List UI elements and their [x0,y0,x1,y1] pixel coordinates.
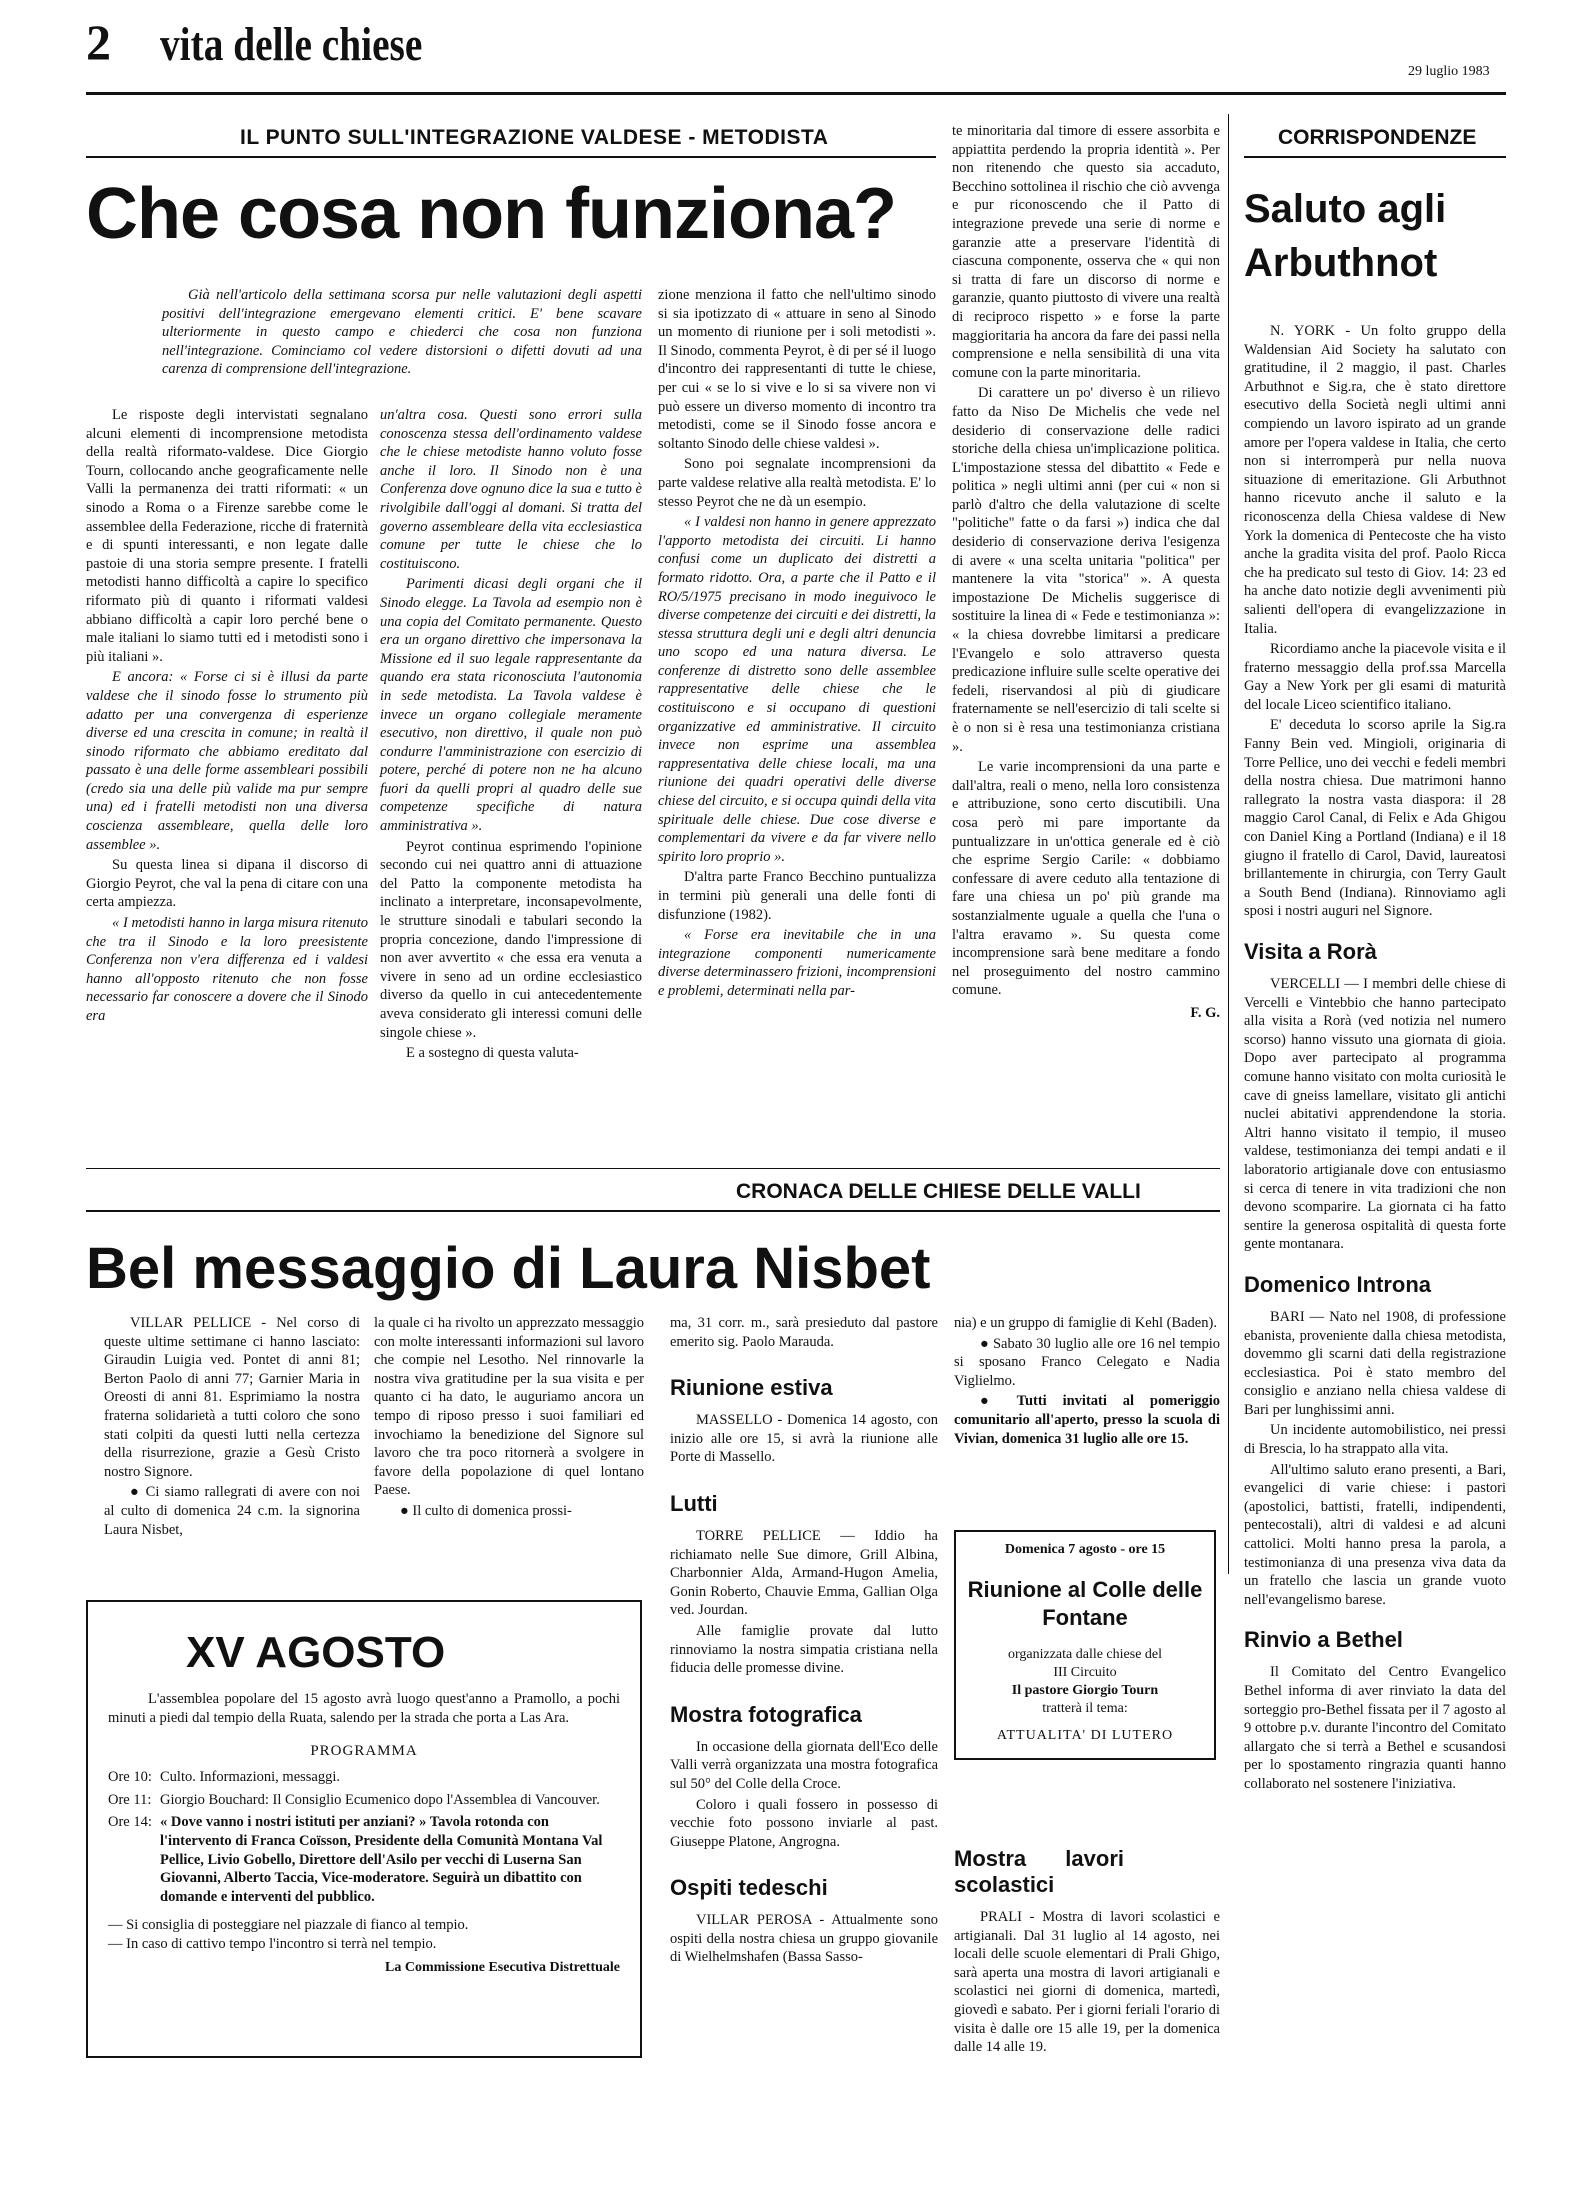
agosto-box [86,1600,642,2058]
paragraph: Sono poi segnalate incomprensioni da parte valdese relative alla realtà metodista. E' lo stesso Peyrot che ne dà un esempio. [658,456,936,510]
agosto-row-text: Culto. Informazioni, messaggi. [160,1769,341,1786]
lead-paragraph: Già nell'articolo della settimana scorsa pur nelle valutazioni degli aspetti positivi dell'integrazione emergevano elementi critici. E' bene scavare ulteriormente in questo campo e chiederci che cosa non funziona nell'integrazione. Cominciamo col vedere distorsioni o difetti dovuti ad una carenza di comprensione dell'integrazione. [162,287,642,378]
colle-line: Il pastore Giorgio Tourn [1011,1683,1159,1698]
colle-line: III Circuito [1053,1665,1117,1680]
paragraph: VERCELLI — I membri delle chiese di Vercelli e Vintebbio che hanno partecipato alla visita a Rorà (ved notizia nel numero scorso) hanno vissuto una giornata di gioia. Dopo aver partecipato al programma comune hanno visitato con molta curiosità le cave di gneiss lamellare, visitato gli antichi nuclei abitativi apprendendone la storia. Altri hanno visitato il tempio, il museo valdese, testimonianza dei tempi andati e il laboratorio artigianale dove con entusiasmo si cerca di tenere in vita tradizioni che non devono scomparire. La giornata ci ha fatto sentire la generosa ospitalità di questa forte gente montanara. [1244,976,1506,1253]
paragraph: D'altra parte Franco Becchino puntualizza in termini più generali una delle fonti di disfunzione (1982). [658,869,936,923]
article2-kicker-rule [86,1210,1220,1212]
agosto-row-text: Giorgio Bouchard: Il Consiglio Ecumenico dopo l'Assemblea di Vancouver. [160,1791,600,1808]
scolastici-title: Mostra lavori scolastici [954,1846,1124,1897]
agosto-note: — Si consiglia di posteggiare nel piazzale di fianco al tempio. [108,1917,469,1934]
paragraph: Le risposte degli intervistati segnalano alcuni elementi di incomprensione metodista della realtà riformato-valdese. Dice Giorgio Tourn, collocando anche geograficamente nelle Valli la permanenza dei tratti riformati: « un sinodo a Roma o a Firenze sarebbe come le assemblee della Federazione, ricche di fraternità e di spunti interessanti, e non legate dalle pastoie di una storia sempre presente. I fratelli metodisti hanno difficoltà a capire lo specifico riformato più di quanto i riformati valdesi abbiano difficoltà a capir loro perché bene o male italiani lo siamo tutti ed i metodisti sono i più italiani ». [86,407,368,665]
agosto-intro: L'assemblea popolare del 15 agosto avrà luogo quest'anno a Pramollo, a pochi minuti a piedi dal tempio della Ruata, salendo per la strada che porta a Las Ara. [108,1691,620,1726]
paragraph: nia) e un gruppo di famiglie di Kehl (Baden). [954,1315,1217,1331]
article1-kicker: IL PUNTO SULL'INTEGRAZIONE VALDESE - METODISTA [240,126,829,149]
agosto-programma: PROGRAMMA [310,1743,418,1760]
issue-date: 29 luglio 1983 [1408,64,1490,79]
page-number: 2 [86,14,111,70]
agosto-row-text: « Dove vanno i nostri istituti per anziani? » Tavola rotonda con l'intervento di Franca Coïsson, Presidente della Comunità Montana Val Pellice, Livio Gobello, Direttore dell'Asilo per vecchi di Luserna San Giovanni, Alberto Taccia, Vice-moderatore. Seguirà un dibattito con domande e interventi del pubblico. [160,1814,603,1905]
article1-col1 [86,406,368,1028]
agosto-row [108,1813,620,1906]
rora-title: Visita a Rorà [1244,939,1377,964]
agosto-title: XV AGOSTO [186,1628,446,1677]
article2-col2 [374,1314,644,1523]
paragraph: un'altra cosa. Questi sono errori sulla conoscenza stessa dell'ordinamento valdese che le chiese metodiste hanno voluto fosse anche il loro. Il Sinodo non è una Conferenza dove ognuno dice la sua e tutto è rivolgibile dall'oggi al domani. Si tratta del governo assembleare della vita ecclesiastica comune per tutte le chiese che lo costituiscono. [380,407,642,572]
paragraph: Le varie incomprensioni da una parte e dall'altra, reali o meno, nella loro consistenza e attribuzione, sono certo discutibili. Una cosa però mi pare importante da puntualizzare in un'ottica generale ed è ciò che esprime Sergio Carile: « dobbiamo confessare di avere ceduto alla tentazione di fare una chiesa un po' più grande ma sostanzialmente uguale a quella che l'una o l'altra eravamo ». Su questa come incomprensione sarà bene meditare a fondo nel proseguimento del nostro cammino comune. [952,759,1220,999]
introna-title: Domenico Introna [1244,1271,1432,1297]
agosto-row-time: Ore 11: [108,1791,152,1808]
article2-headline: Bel messaggio di Laura Nisbet [86,1236,931,1301]
paragraph: « I metodisti hanno in larga misura ritenuto che tra il Sinodo e la loro preesistente Conferenza non v'era differenza ed i valdesi hanno all'opposto ritenuto che non fosse necessario far conoscere a dovere che il Sinodo era [86,915,368,1024]
agosto-row-time: Ore 14: [108,1814,152,1831]
paragraph: ● Il culto di domenica prossi- [400,1502,572,1519]
section-title: vita delle chiese [160,18,423,71]
colle-line: organizzata dalle chiese del [1007,1647,1163,1662]
mostra-title: Mostra fotografica [670,1701,862,1727]
colle-title: Riunione al Colle delle Fontane [967,1577,1203,1630]
article2-col1 [104,1314,360,1541]
agosto-note: — In caso di cattivo tempo l'incontro si terrà nel tempio. [108,1935,437,1952]
article1-col4 [952,122,1220,1023]
article1-lead [162,286,642,381]
article1-col2 [380,406,642,1065]
agosto-row-time: Ore 10: [108,1769,152,1786]
paragraph: All'ultimo saluto erano presenti, a Bari, evangelici di varie chiese: i pastori (apostolici, battisti, fratelli, indipendenti, pentecostali), altri di valdesi e ad alcuni cattolici. Molti hanno presa la parola, a testimonianza di una presenza viva data da un fratello che lascia un grande vuoto nell'evangelismo barese. [1244,1461,1506,1608]
article1-col3 [658,286,936,1003]
paragraph: « I valdesi non hanno in genere apprezzato l'apporto metodista dei circuiti. Li hanno confusi come un duplicato dei distretti a formato ridotto. Ora, a parte che il Patto e il RO/5/1975 precisano in modo ineguivoco le diverse competenze dei circuiti e dei distretti, la stessa struttura degli uni e degli altri denuncia uno scopo ed una natura diversa. Le conferenze di distretto sono delle assemblee rappresentative delle chiese che le costituiscono e si occupano di questioni organizzative ed amministrative. Il circuito invece non esprime una assemblea rappresentativa delle chiese locali, ma una riunione dei quadri operativi delle diverse chiese del circuito, e si occupa quindi della vita spirituale delle chiese. Due cose diverse e complementari da vivere e da far vivere nello spirito loro proprio ». [658,514,936,865]
paragraph: zione menziona il fatto che nell'ultimo sinodo si sia ipotizzato di « attuare in seno al Sinodo un momento di riunione per i soli metodisti ». Il Sinodo, commenta Peyrot, è di per sé il luogo d'incontro dei rappresentanti di tutte le chiese, per cui « se lo si vive e lo si sa vivere non vi può essere un diverso momento di incontro tra metodisti, come se il Sinodo fosse ancora e soltanto Sinodo delle chiese valdesi ». [658,287,936,452]
bethel-title: Rinvio a Bethel [1244,1627,1403,1653]
sidebar-body [1244,322,1506,1796]
paragraph: VILLAR PELLICE - Nel corso di queste ultime settimane ci hanno lasciato: Giraudin Luigia ved. Pontet di anni 81; Berton Paolo di anni 77; Garnier Maria in Oreosti di anni 81. Esprimiamo la nostra fraterna solidarietà a tutti coloro che sono stati colpiti da questi lutti nella certezza della risurrezione, grazie a Gesù Cristo nostro Signore. [104,1315,360,1480]
article1-headline: Che cosa non funziona? [86,174,897,254]
paragraph: ● Ci siamo rallegrati di avere con noi al culto di domenica 24 c.m. la signorina Laura Nisbet, [104,1484,360,1538]
article2-col3 [670,1314,938,1969]
sidebar-divider [1228,114,1229,1574]
sidebar-kicker: CORRISPONDENZE [1278,126,1477,149]
paragraph: PRALI - Mostra di lavori scolastici e artigianali. Dal 31 luglio al 14 agosto, nei locali delle scuole elementari di Prali Ghigo, sarà aperta una mostra di lavori artigianali e scolastici nei giorni di domenica, martedì, giovedì e sabato. Per i giorni feriali l'orario di visita è dalle ore 15 alle 19, per la domenica dalle 14 alle 19. [954,1909,1220,2056]
article2-col4 [954,1314,1220,1450]
paragraph: Di carattere un po' diverso è un rilievo fatto da Niso De Michelis che vede nel desiderio di conservazione delle radici storiche della chiesa un'implicazione politica. L'impostazione stessa del dibattito « Fede e politica » negli ultimi anni (per cui « non si parlò d'altro che della valutazione di scelte "politiche" fatte o da farsi ») indica che dal desiderio di conservazione deriva l'esigenza di avere « una scelta unitaria "politica" per mantenere la vita "storica" ». A questa impostazione De Michelis suggerisce di sostituire la linea di « Fede e testimonianza »: « la chiesa dovrebbe limitarsi a predicare l'Evangelo e solo attraverso questa predicazione influire sulle scelte operative dei fedeli, riservandosi al più di giudicare fraternamente se nell'esercizio di tali scelte si è o non si è resa una testimonianza cristiana ». [952,385,1220,755]
paragraph: N. YORK - Un folto gruppo della Waldensian Aid Society ha salutato con gratitudine, il 2 maggio, il past. Charles Arbuthnot e Sig.ra, che è stato direttore esecutivo della Società negli ultimi anni compiendo un lavoro ispirato ad un grande amore per l'opera valdese in Italia, che certo non si interromperà pur nella nuova situazione di emeritazione. Gli Arbuthnot hanno ricevuto anche il saluto e la riconoscenza della Chiesa valdese di New York la domenica di Pentecoste che ha visto anche la gradita visita del prof. Paolo Ricca che ha predicato sul testo di Giov. 14: 23 ed ha anche dato notizie degli avvenimenti più salienti dell'opera di evangelizzazione in Italia. [1244,323,1506,637]
paragraph: E a sostegno di questa valuta- [406,1045,579,1062]
lutti-title: Lutti [670,1490,718,1516]
paragraph: Peyrot continua esprimendo l'opinione secondo cui nei quattro anni di attuazione del Patto la componente metodista ha inclinato a interpretare, inconsapevolmente, le strutture sinodali e tabulari secondo la propria concezione, dando l'impressione di non aver avvertito « che essa era venuta a vivere in seno ad un ordine ecclesiastico diverso da quello in cui antecedentemente aveva considerato gli interessi comuni delle singole chiese ». [380,838,642,1041]
colle-line: tratterà il tema: [1042,1701,1128,1716]
paragraph: ● Tutti invitati al pomeriggio comunitario all'aperto, presso la scuola di Vivian, domenica 31 luglio alle ore 15. [954,1393,1220,1447]
paragraph: ma, 31 corr. m., sarà presieduto dal pastore emerito sig. Paolo Marauda. [670,1315,938,1350]
colle-box [954,1530,1216,1760]
masthead-rule [86,92,1506,95]
paragraph: Il Comitato del Centro Evangelico Bethel informa di aver rinviato la data del sorteggio pro-Bethel fissata per il 7 agosto al 9 ottobre p.v. durante l'incontro del Comitato allargato che si terrà a Bethel e scusandosi per lo spostamento ringrazia quanti hanno collaborato nel sostenere l'iniziativa. [1244,1664,1506,1792]
agosto-row [108,1768,620,1787]
paragraph: Un incidente automobilistico, nei pressi di Brescia, lo ha strappato alla vita. [1244,1422,1506,1458]
paragraph: MASSELLO - Domenica 14 agosto, con inizio alle ore 15, si avrà la riunione alle Porte di Massello. [670,1412,938,1466]
paragraph: « Forse era inevitabile che in una integrazione componenti numericamente diverse determinassero frizioni, incomprensioni e problemi, determinati nella par- [658,927,936,999]
paragraph: Coloro i quali fossero in possesso di vecchie foto possono inviarle al past. Giuseppe Platone, Angrogna. [670,1796,938,1850]
article1-kicker-rule [86,156,936,158]
paragraph: Ricordiamo anche la piacevole visita e il fraterno messaggio della prof.ssa Marcella Gay a New York per gli esami di maturità del locale Liceo scientifico italiano. [1244,641,1506,713]
sidebar-headline: Saluto agli Arbuthnot [1244,187,1447,285]
scolastici-block [954,1846,1220,2059]
paragraph: E' deceduta lo scorso aprile la Sig.ra Fanny Bein ved. Mingioli, originaria di Torre Pellice, uno dei vecchi e fedeli membri della nostra chiesa. Due matrimoni hanno rallegrato la nostra vasta diaspora: il 28 maggio Carol Canal, di Felix e Ada Ghigou con Daniel King a Portland (Indiana) e il 18 giugno il fratello di Carol, David, laureatosi brillantemente in chirurgia, con Terry Gault a South Bend (Indiana). Rinnoviamo agli sposi i nostri auguri nel Signore. [1244,717,1506,920]
estiva-title: Riunione estiva [670,1375,833,1401]
article2-top-rule [86,1168,1220,1169]
agosto-row [108,1791,620,1810]
paragraph: la quale ci ha rivolto un apprezzato messaggio con molte interessanti informazioni sul lavoro che compie nel Lesotho. Nel rinnovarle la nostra viva gratitudine per la sua visita e per quanto ci ha dato, le auguriamo ancora un tempo di riposo presso i suoi familiari ed invochiamo la benedizione del Signore sul lavoro che tra poco ritornerà a svolgere in favore della popolazione di quel lontano Paese. [374,1315,644,1499]
sidebar-kicker-rule [1244,156,1506,158]
paragraph: In occasione della giornata dell'Eco delle Valli verrà organizzata una mostra fotografica sul 50° del Colle della Croce. [670,1738,938,1792]
paragraph: Su questa linea si dipana il discorso di Giorgio Peyrot, che val la pena di citare con una certa ampiezza. [86,857,368,911]
colle-theme: ATTUALITA' DI LUTERO [996,1728,1174,1743]
article2-kicker: CRONACA DELLE CHIESE DELLE VALLI [736,1180,1141,1203]
paragraph: ● Sabato 30 luglio alle ore 16 nel tempio si sposano Franco Celegato e Nadia Viglielmo. [954,1335,1220,1389]
paragraph: VILLAR PEROSA - Attualmente sono ospiti della nostra chiesa un gruppo giovanile di Wielhelmshafen (Bassa Sasso- [670,1912,938,1966]
paragraph: Alle famiglie provate dal lutto rinnoviamo la nostra simpatia cristiana nella fiducia delle promesse divine. [670,1622,938,1677]
paragraph: E ancora: « Forse ci si è illusi da parte valdese che il sinodo fosse lo strumento più adatto per una convergenza di esperienze diverse ed una crescita in comune; in realtà il sinodo riformato che abbiamo ereditato dal passato è una delle forme assembleari possibili (credo sia una delle più valide ma pur sempre una) ed i fratelli metodisti non una diversa coscienza assembleare, quella delle loro assemblee ». [86,669,368,853]
article1-signature: F. G. [1190,1004,1220,1021]
ospiti-title: Ospiti tedeschi [670,1875,828,1901]
paragraph: BARI — Nato nel 1908, di professione ebanista, proveniente dalla chiesa metodista, dovemmo gli scarni dati della registrazione ecclesiastica. Poi è stato membro del consiglio e anziano nella chiesa valdese di Bari per lunghissimi anni. [1244,1308,1506,1418]
colle-date: Domenica 7 agosto - ore 15 [1004,1542,1166,1557]
agosto-signature: La Commissione Esecutiva Distrettuale [385,1959,620,1975]
paragraph: te minoritaria dal timore di essere assorbita e appiattita perdendo la propria identità ». Per non ritenendo che questo sia accaduto, Becchino sottolinea il rischio che ciò avvenga e pur riconoscendo che il Patto di integrazione prevede una serie di norme e garanzie atte a preservare l'identità di ciascuna componente, osserva che « qui non si tratta di fare un discorso di norme e garanzie, quanto piuttosto di vivere una realtà di reciproco rispetto » e forse la parte maggioritaria ha ancora da fare dei passi nella comprensione e nella sensibilità di una vita comune con la parte minoritaria. [952,123,1220,381]
paragraph: Parimenti dicasi degli organi che il Sinodo elegge. La Tavola ad esempio non è una copia del Comitato permanente. Questo era un organo direttivo che impersonava la Missione ed il suo legale rappresentante da quando era stata riconosciuta l'autonomia in sede metodista. La Tavola valdese è invece un organo collegiale meramente esecutivo, non direttivo, il quale non può condurre l'amministrazione con esercizio di potere, perché di potere non ne ha alcuno fuori da quelli propri al quadro delle sue competenze specifiche di natura amministrativa ». [380,576,642,835]
paragraph: TORRE PELLICE — Iddio ha richiamato nelle Sue dimore, Grill Albina, Charbonnier Alda, Armand-Hugon Amelia, Gonin Roberto, Chauvie Emma, Gallian Olga ved. Jourdan. [670,1527,938,1619]
